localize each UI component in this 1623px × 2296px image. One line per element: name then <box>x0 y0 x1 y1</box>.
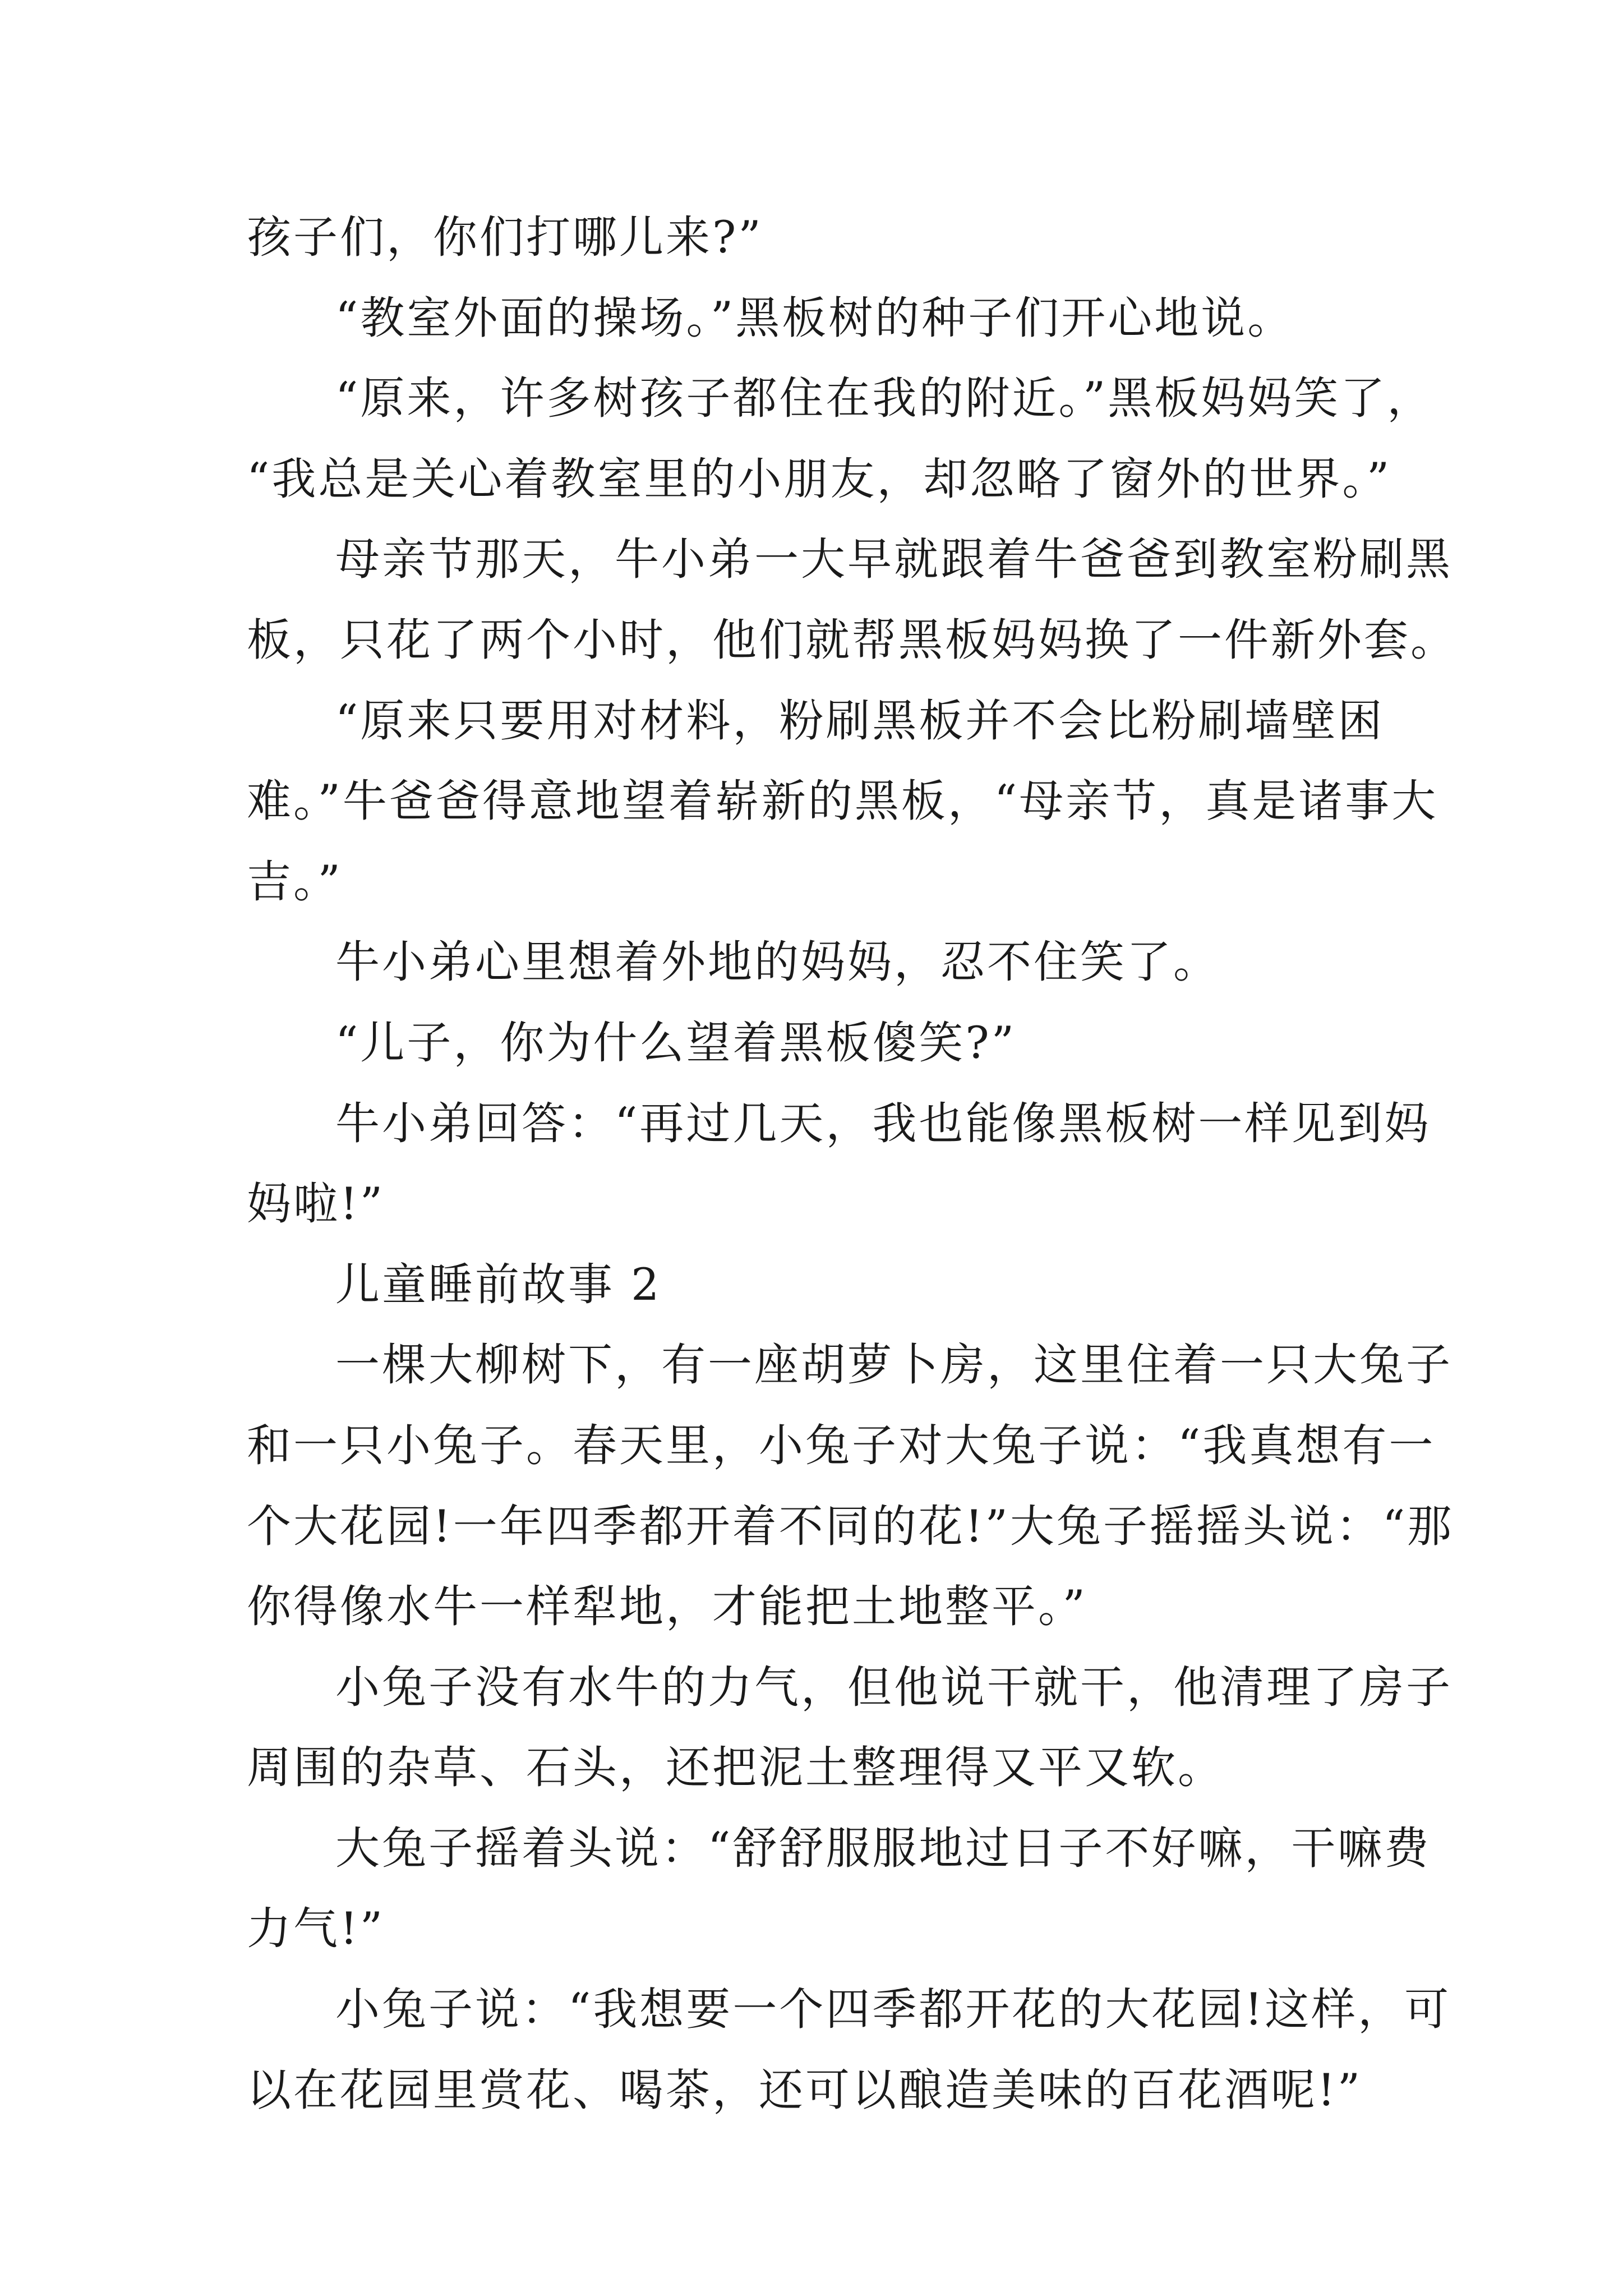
text-line: 母亲节那天，牛小弟一大早就跟着牛爸爸到教室粉刷黑 <box>335 533 1453 586</box>
text-line: 牛小弟心里想着外地的妈妈，忍不住笑了。 <box>335 936 1220 988</box>
text-line: “儿子，你为什么望着黑板傻笑?” <box>335 1016 1017 1069</box>
text-line: 孩子们，你们打哪儿来?” <box>247 211 763 263</box>
text-line: 妈啦!” <box>247 1178 385 1230</box>
text-line: “原来，许多树孩子都住在我的附近。”黑板妈妈笑了， <box>335 372 1434 425</box>
text-line: 周围的杂草、石头，还把泥土整理得又平又软。 <box>247 1742 1224 1794</box>
text-line: 板，只花了两个小时，他们就帮黑板妈妈换了一件新外套。 <box>247 614 1457 666</box>
story-text <box>247 197 1457 2131</box>
text-line: 大兔子摇着头说：“舒舒服服地过日子不好嘛，干嘛费 <box>335 1822 1431 1874</box>
text-line: “原来只要用对材料，粉刷黑板并不会比粉刷墙壁困 <box>335 694 1385 747</box>
text-line: 你得像水牛一样犁地，才能把土地整平。” <box>247 1581 1087 1633</box>
text-line: 个大花园!一年四季都开着不同的花!”大兔子摇摇头说：“那 <box>247 1500 1454 1552</box>
text-line: 小兔子说：“我想要一个四季都开花的大花园!这样，可 <box>335 1984 1451 2036</box>
text-line: “教室外面的操场。”黑板树的种子们开心地说。 <box>335 292 1294 344</box>
text-line: 小兔子没有水牛的力气，但他说干就干，他清理了房子 <box>335 1661 1453 1713</box>
text-line: 以在花园里赏花、喝茶，还可以酿造美味的百花酒呢!” <box>247 2064 1363 2116</box>
text-line: 一棵大柳树下，有一座胡萝卜房，这里住着一只大兔子 <box>335 1339 1453 1391</box>
text-line: 力气!” <box>247 1903 385 1955</box>
text-line: 和一只小兔子。春天里，小兔子对大兔子说：“我真想有一 <box>247 1419 1436 1471</box>
text-line: 牛小弟回答：“再过几天，我也能像黑板树一样见到妈 <box>335 1097 1431 1149</box>
text-line: 难。”牛爸爸得意地望着崭新的黑板，“母亲节，真是诸事大 <box>247 775 1438 827</box>
text-line: “我总是关心着教室里的小朋友，却忽略了窗外的世界。” <box>247 453 1392 505</box>
text-line: 吉。” <box>247 855 343 908</box>
text-line: 儿童睡前故事 2 <box>335 1258 662 1310</box>
